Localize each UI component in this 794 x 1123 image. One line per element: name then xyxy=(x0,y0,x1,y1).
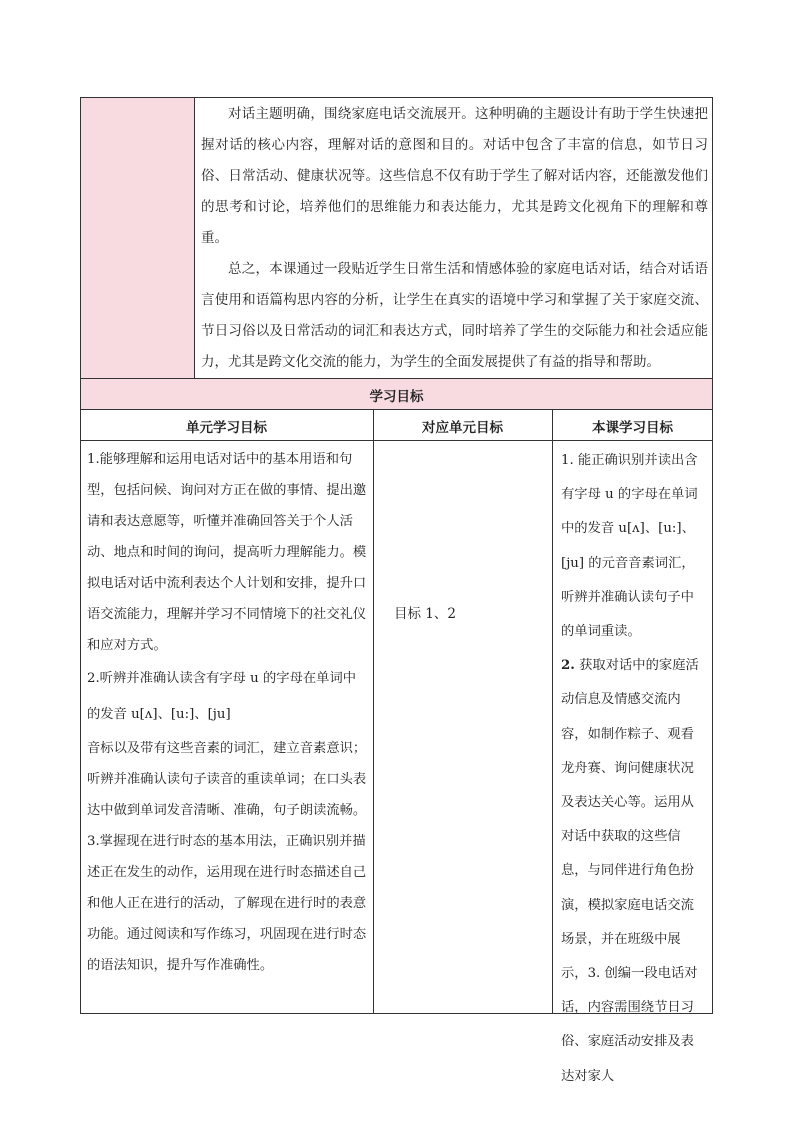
lesson-goal-2-text: 获取对话中的家庭活动信息及情感交流内容，如制作粽子、观看龙舟赛、询问健康状况及表达关心等。运用从对话中获取的这些信息，与同伴进行角色扮演，模拟家庭电话交流场景，并在班级中展示，3. 创编一段电话对话，内容需围绕节日习俗、家庭活动安排及表达对家人 xyxy=(561,658,699,1084)
lesson-goal-1: 1. 能正确识别并读出含有字母 u 的字母在单词中的发音 u[ʌ]、[u:]、[ju] 的元音音素词汇，听辨并准确认读句子中的单词重读。 xyxy=(561,453,698,640)
column-header-unit-goals: 单元学习目标 xyxy=(186,420,267,436)
analysis-paragraph-2: 总之，本课通过一段贴近学生日常生活和情感体验的家庭电话对话，结合对话语言使用和语篇构思内容的分析，让学生在真实的语境中学习和掌握了关于家庭交流、节日习俗以及日常活动的词汇和表达方式，同时培养了学生的交际能力和社会适应能力，尤其是跨文化交流的能力，为学生的全面发展提供了有益的指导和帮助。 xyxy=(201,261,708,370)
lesson-goal-2 xyxy=(561,649,707,1094)
unit-goals-cell xyxy=(87,444,369,981)
unit-goal-2-detail: 音标以及带有这些音素的词汇，建立音素意识；听辨并准确认读句子读音的重读单词；在口头表达中做到单词发音清晰、准确，句子朗读流畅。 xyxy=(87,741,367,818)
mapping-cell: 目标 1、2 xyxy=(394,606,456,622)
unit-goal-1: 1.能够理解和运用电话对话中的基本用语和句型，包括问候、询问对方正在做的事情、提出邀请和表达意愿等，听懂并准确回答关于个人活动、地点和时间的询问，提高听力理解能力。模拟电话对话中流利表达个人计划和安排，提升口语交流能力，理解并学习不同情境下的社交礼仪和应对方式。 xyxy=(87,452,367,653)
unit-goal-3: 3.掌握现在进行时态的基本用法，正确识别并描述正在发生的动作，运用现在进行时态描述自己和他人正在进行的活动，了解现在进行时的表意功能。通过阅读和写作练习，巩固现在进行时态的语法知识，提升写作准确性。 xyxy=(87,834,367,973)
lesson-plan-table xyxy=(80,97,713,1084)
analysis-paragraph-1: 对话主题明确，围绕家庭电话交流展开。这种明确的主题设计有助于学生快速把握对话的核心内容，理解对话的意图和目的。对话中包含了丰富的信息，如节日习俗、日常活动、健康状况等。这些信息不仅有助于学生了解对话内容，还能激发他们的思考和讨论，培养他们的思维能力和表达能力，尤其是跨文化视角下的理解和尊重。 xyxy=(201,106,708,246)
lesson-goals-cell xyxy=(561,444,707,1094)
left-pink-cell xyxy=(80,97,194,378)
lesson-goal-2-number: 2. xyxy=(561,658,575,674)
column-header-mapping: 对应单元目标 xyxy=(422,420,503,436)
unit-goal-2: 2.听辨并准确认读含有字母 u 的字母在单词中的发音 u[ʌ]、[u:]、[ju] xyxy=(87,671,357,722)
column-header-lesson-goals: 本课学习目标 xyxy=(592,420,673,436)
section-title: 学习目标 xyxy=(369,389,424,405)
